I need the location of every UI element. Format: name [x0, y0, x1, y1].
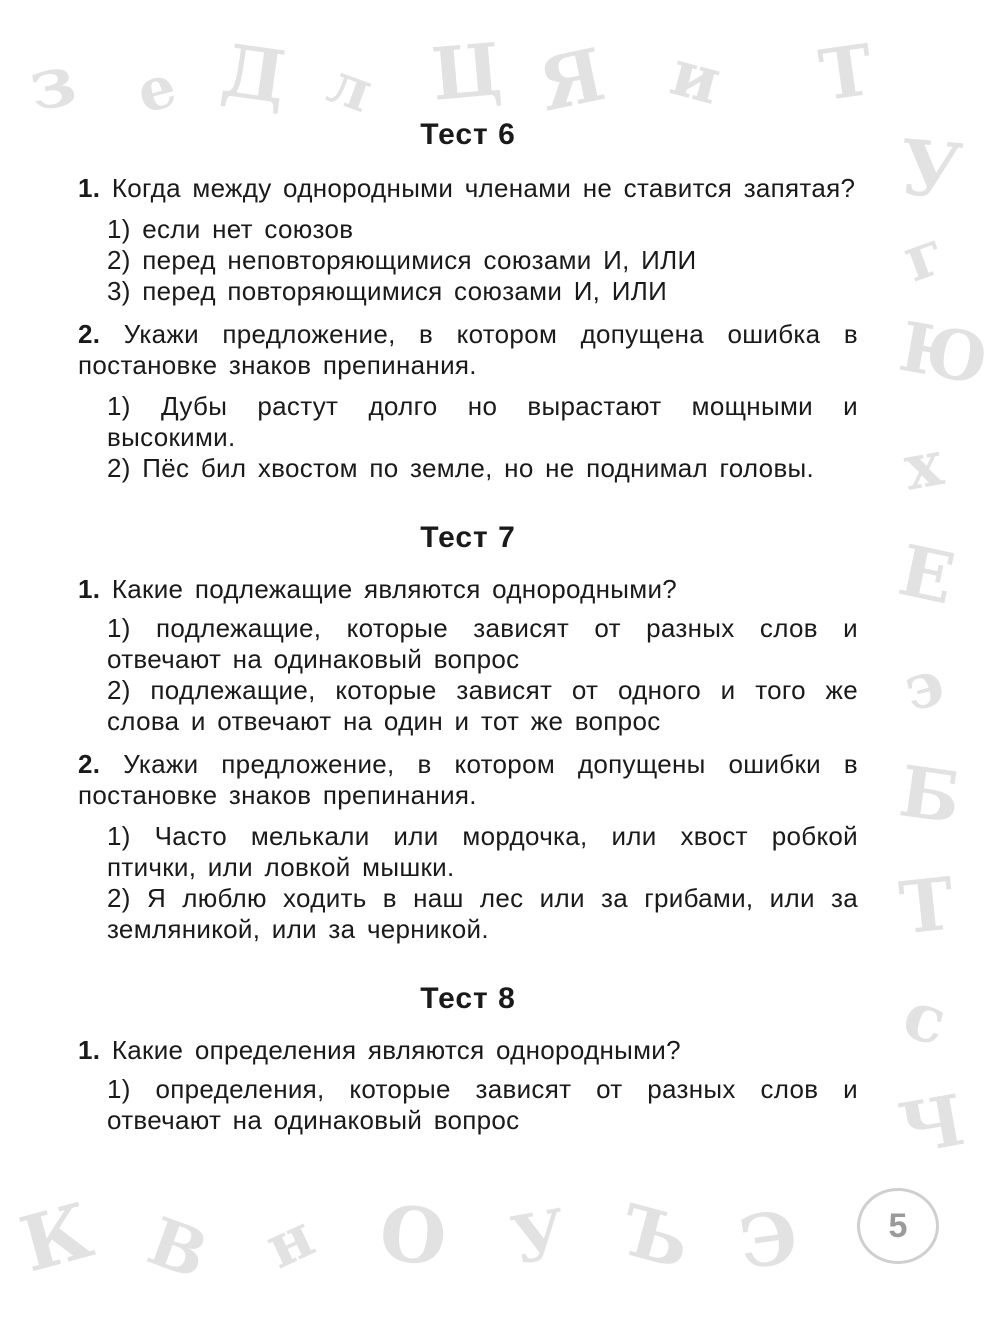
question	[78, 173, 858, 204]
answer-options	[78, 821, 858, 945]
answer-option: 2) Я люблю ходить в наш лес или за грибами, или за земляникой, или за черникой.	[107, 883, 858, 944]
decor-letter: В	[138, 1201, 218, 1295]
decor-letter: Ц	[428, 26, 506, 117]
question	[78, 319, 858, 381]
decor-letter: х	[898, 426, 948, 505]
decor-letter: Я	[531, 31, 612, 128]
question-text: Когда между однородными членами не ставится запятая?	[111, 173, 856, 203]
decor-letter: Э	[734, 1193, 803, 1286]
decor-letter: н	[255, 1200, 325, 1284]
decor-letter: Ю	[893, 307, 994, 401]
answer-option: 1) Дубы растут долго но вырастают мощными и высокими.	[107, 391, 858, 452]
question	[78, 574, 858, 605]
answer-option: 1) определения, которые зависят от разных слов и отвечают на одинаковый вопрос	[107, 1074, 858, 1135]
answer-options	[78, 1074, 858, 1136]
answer-option: 2) перед неповторяющимися союзами И, ИЛИ	[107, 245, 697, 275]
decor-letter: К	[11, 1185, 102, 1290]
answer-option: 2) подлежащие, которые зависят от одного и того же слова и отвечают на один и тот же вопрос	[107, 675, 858, 736]
decor-letter: з	[23, 37, 82, 128]
question	[78, 1035, 858, 1066]
page-content	[78, 110, 858, 1136]
question	[78, 749, 858, 811]
decor-letter: Т	[814, 27, 878, 118]
answer-option: 1) подлежащие, которые зависят от разных слов и отвечают на одинаковый вопрос	[107, 613, 858, 674]
decor-letter: Б	[894, 749, 966, 840]
decor-letter: Д	[216, 26, 292, 121]
question-text: Укажи предложение, в котором допущена ошибка в постановке знаков препинания.	[78, 319, 858, 380]
decor-letter: Т	[895, 860, 958, 951]
test-title: Тест 6	[420, 118, 516, 151]
decor-letter: Ъ	[612, 1187, 699, 1286]
decor-letter: Ч	[893, 1078, 971, 1171]
decor-letter: е	[129, 51, 184, 127]
answer-option: 3) перед повторяющимися союзами И, ИЛИ	[107, 276, 668, 306]
decor-letter: У	[505, 1193, 572, 1281]
decor-letter: О	[376, 1188, 450, 1283]
answer-option: 1) если нет союзов	[107, 214, 354, 244]
question-text: Укажи предложение, в котором допущены ошибки в постановке знаков препинания.	[78, 749, 858, 810]
question-number: 1.	[78, 574, 101, 604]
question-number: 1.	[78, 1035, 101, 1065]
decor-letter: Е	[892, 528, 962, 621]
answer-option: 2) Пёс бил хвостом по земле, но не поднимал головы.	[107, 453, 815, 483]
answer-options	[78, 613, 858, 737]
question-number: 2.	[78, 319, 101, 349]
decor-letter: с	[895, 975, 955, 1061]
answer-options	[78, 391, 858, 484]
question-number: 1.	[78, 173, 101, 203]
decor-letter: г	[893, 214, 955, 297]
decor-letter: и	[663, 35, 729, 120]
decor-letter: У	[896, 122, 966, 217]
decor-letter: э	[896, 645, 952, 726]
answer-option: 1) Часто мелькали или мордочка, или хвост робкой птички, или ловкой мышки.	[107, 821, 858, 882]
test-title: Тест 7	[420, 521, 516, 554]
question-number: 2.	[78, 749, 101, 779]
question-text: Какие определения являются однородными?	[111, 1035, 681, 1065]
question-text: Какие подлежащие являются однородными?	[111, 574, 678, 604]
answer-options	[78, 214, 858, 307]
page-number: 5	[857, 1188, 939, 1264]
test-title: Тест 8	[420, 982, 516, 1015]
decor-letter: л	[319, 48, 382, 126]
